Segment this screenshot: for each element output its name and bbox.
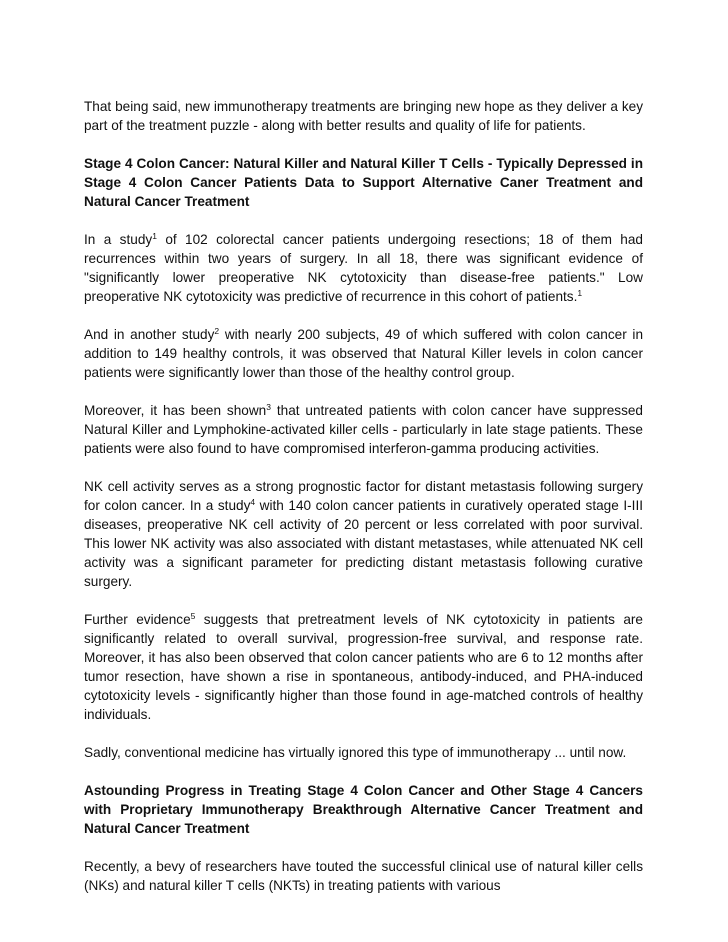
paragraph-text: That being said, new immunotherapy treatments are bringing new hope as they deliver a key part of the treatment puzzle - along with better results and quality of life for patients. — [84, 99, 643, 133]
footnote-ref: 3 — [266, 402, 271, 412]
document-page — [84, 97, 643, 895]
paragraph-text: with nearly 200 subjects, 49 of which suffered with colon cancer in addition to 149 healthy controls, it was observed that Natural Killer levels in colon cancer patients were significantly lower than those of the healthy control group. — [84, 327, 644, 380]
paragraph-study-2 — [84, 325, 643, 382]
section-heading-immunotherapy — [84, 781, 643, 838]
footnote-ref: 1 — [152, 231, 157, 241]
paragraph-conventional-medicine — [84, 743, 643, 762]
footnote-ref: 5 — [190, 611, 196, 621]
paragraph-text: And in another study — [84, 327, 215, 342]
paragraph-study-3 — [84, 401, 643, 458]
paragraph-text: that untreated patients with colon cancer have suppressed Natural Killer and Lymphokine-activated killer cells - particularly in late stage patients. These patients were also found to have compromised interferon-gamma producing activities. — [84, 403, 643, 456]
footnote-ref: 2 — [214, 326, 220, 336]
paragraph-text: suggests that pretreatment levels of NK cytotoxicity in patients are significantly related to overall survival, progression-free survival, and response rate. Moreover, it has also been observed that colon cancer patients who are 6 to 12 months after tumor resection, have shown a rise in spontaneous, antibody-induced, and PHA-induced cytotoxicity levels - significantly higher than those found in age-matched controls of healthy individuals. — [84, 612, 643, 722]
paragraph-study-1 — [84, 230, 643, 306]
paragraph-text: Further evidence — [84, 612, 191, 627]
paragraph-text: of 102 colorectal cancer patients undergoing resections; 18 of them had recurrences within two years of surgery. In all 18, there was significant evidence of "significantly lower preoperative NK cytotoxicity than disease-free patients." Low preoperative NK cytotoxicity was predictive of recurrence in this cohort of patients. — [84, 232, 643, 304]
paragraph-recent-research — [84, 857, 643, 895]
paragraph-text: Sadly, conventional medicine has virtually ignored this type of immunotherapy ... until now. — [84, 745, 627, 760]
paragraph-text: In a study — [84, 232, 153, 247]
heading-text: Stage 4 Colon Cancer: Natural Killer and Natural Killer T Cells - Typically Depressed in Stage 4 Colon Cancer Patients Data to Support Alternative Caner Treatment and Natural Cancer Treatment — [84, 156, 643, 209]
paragraph-text: Moreover, it has been shown — [84, 403, 267, 418]
heading-text: Astounding Progress in Treating Stage 4 Colon Cancer and Other Stage 4 Cancers with Proprietary Immunotherapy Breakthrough Alternative Cancer Treatment and Natural Cancer Treatment — [84, 783, 643, 836]
paragraph-text: NK cell activity serves as a strong prognostic factor for distant metastasis following surgery for colon cancer. In a study — [84, 479, 643, 513]
section-heading-nk-cells — [84, 154, 643, 211]
paragraph-intro — [84, 97, 643, 135]
footnote-ref: 4 — [250, 497, 256, 507]
paragraph-text: with 140 colon cancer patients in curatively operated stage I-III diseases, preoperative NK cell activity of 20 percent or less correlated with poor survival. This lower NK activity was also associated with distant metastases, while attenuated NK cell activity was a significant parameter for predicting distant metastasis following curative surgery. — [84, 498, 643, 589]
paragraph-study-4 — [84, 477, 643, 591]
paragraph-study-5 — [84, 610, 643, 724]
footnote-ref: 1 — [577, 288, 583, 298]
paragraph-text: Recently, a bevy of researchers have touted the successful clinical use of natural killer cells (NKs) and natural killer T cells (NKTs) in treating patients with various — [84, 859, 643, 893]
